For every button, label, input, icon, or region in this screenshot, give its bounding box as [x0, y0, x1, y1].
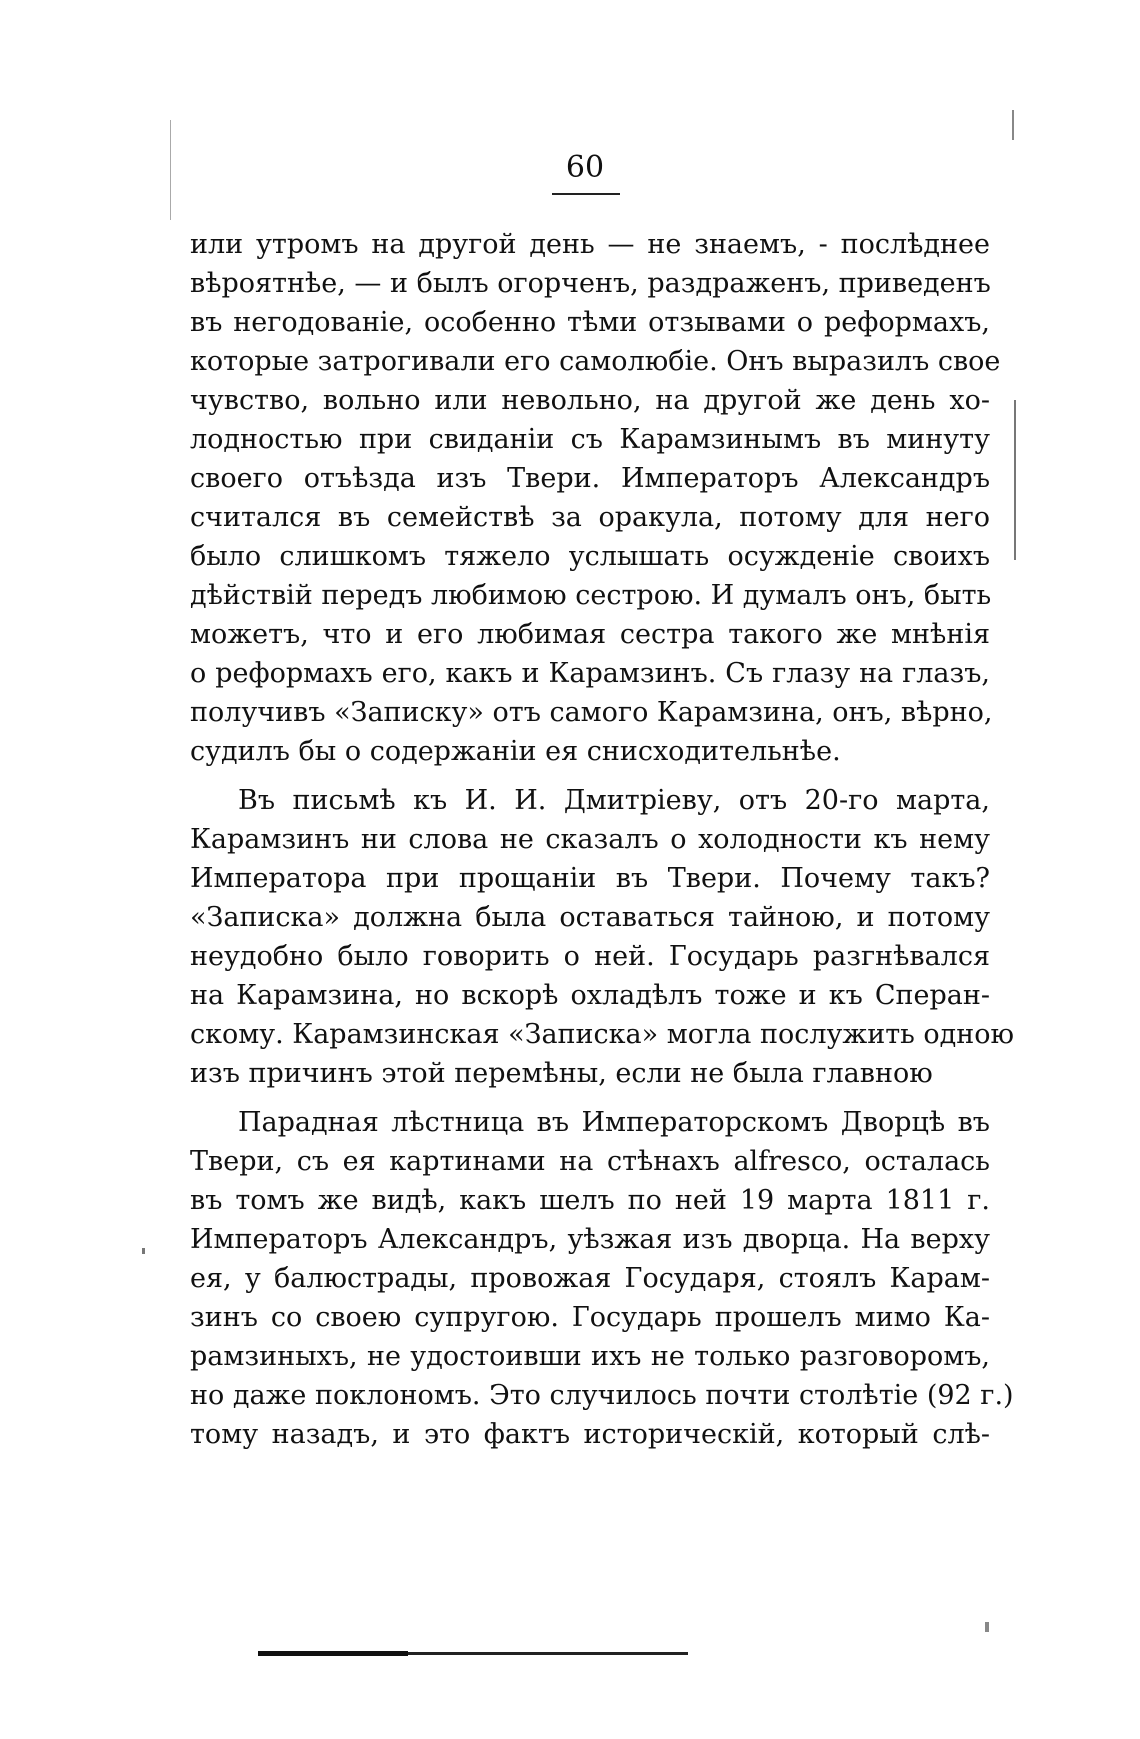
text-line: Императора при прощаніи въ Твери. Почему такъ?	[190, 863, 990, 894]
bottom-rule-accent	[258, 1651, 408, 1656]
text-line: можетъ, что и его любимая сестра такого же мнѣнія	[190, 619, 990, 650]
text-line: ея, у балюстрады, провожая Государя, стоялъ Карам-	[190, 1263, 990, 1294]
text-line: было слишкомъ тяжело услышать осужденіе своихъ	[190, 541, 990, 572]
text-line: Твери, съ ея картинами на стѣнахъ alfresco, осталась	[190, 1146, 990, 1177]
text-line: на Карамзина, но вскорѣ охладѣлъ тоже и къ Сперан-	[190, 980, 990, 1011]
paragraph-3	[190, 1103, 1014, 1454]
text-line: въ томъ же видѣ, какъ шелъ по ней 19 марта 1811 г.	[190, 1185, 990, 1216]
text-line: но даже поклономъ. Это случилось почти столѣтіе (92 г.)	[190, 1380, 1014, 1411]
text-line: считался въ семействѣ за оракула, потому для него	[190, 502, 990, 533]
page-number: 60	[565, 150, 605, 185]
left-margin-scan-mark	[142, 1248, 145, 1254]
text-line: въ негодованіе, особенно тѣми отзывами о реформахъ,	[190, 307, 990, 338]
text-line: дѣйствій передъ любимою сестрою. И думалъ онъ, быть	[190, 580, 992, 611]
right-margin-scan-mark	[1012, 110, 1014, 140]
paragraph-2	[190, 781, 1015, 1093]
text-line: чувство, вольно или невольно, на другой же день хо-	[190, 385, 990, 416]
left-margin-scan-mark	[170, 120, 171, 220]
text-line: лодностью при свиданіи съ Карамзинымъ въ минуту	[190, 424, 990, 455]
text-line: Въ письмѣ къ И. И. Дмитріеву, отъ 20-го марта,	[238, 785, 990, 816]
text-line: которые затрогивали его самолюбіе. Онъ выразилъ свое	[190, 346, 1001, 377]
body-text	[190, 225, 1015, 1454]
right-margin-scan-mark	[985, 1622, 989, 1632]
text-line: изъ причинъ этой перемѣны, если не была главною	[190, 1058, 933, 1089]
right-margin-scan-mark	[1014, 400, 1016, 560]
text-line: неудобно было говорить о ней. Государь разгнѣвался	[190, 941, 990, 972]
text-line: о реформахъ его, какъ и Карамзинъ. Съ глазу на глазъ,	[190, 658, 990, 689]
text-line: зинъ со своею супругою. Государь прошелъ мимо Ка-	[190, 1302, 990, 1333]
text-line: или утромъ на другой день — не знаемъ, - послѣднее	[190, 229, 990, 260]
text-line: «Записка» должна была оставаться тайною, и потому	[190, 902, 990, 933]
page-number-rule	[552, 193, 620, 195]
text-line: получивъ «Записку» отъ самого Карамзина, онъ, вѣрно,	[190, 697, 993, 728]
text-line: скому. Карамзинская «Записка» могла послужить одною	[190, 1019, 1015, 1050]
text-line: Императоръ Александръ, уѣзжая изъ дворца. На верху	[190, 1224, 990, 1255]
paragraph-1	[190, 225, 1001, 771]
text-line: своего отъѣзда изъ Твери. Императоръ Александръ	[190, 463, 990, 494]
text-line: судилъ бы о содержаніи ея снисходительнѣе.	[190, 736, 841, 767]
text-line: вѣроятнѣе, — и былъ огорченъ, раздраженъ, приведенъ	[190, 268, 991, 299]
text-line: Карамзинъ ни слова не сказалъ о холодности къ нему	[190, 824, 990, 855]
text-line: тому назадъ, и это фактъ историческій, который слѣ-	[190, 1419, 990, 1450]
text-line: рамзиныхъ, не удостоивши ихъ не только разговоромъ,	[190, 1341, 990, 1372]
text-line: Парадная лѣстница въ Императорскомъ Дворцѣ въ	[238, 1107, 990, 1138]
